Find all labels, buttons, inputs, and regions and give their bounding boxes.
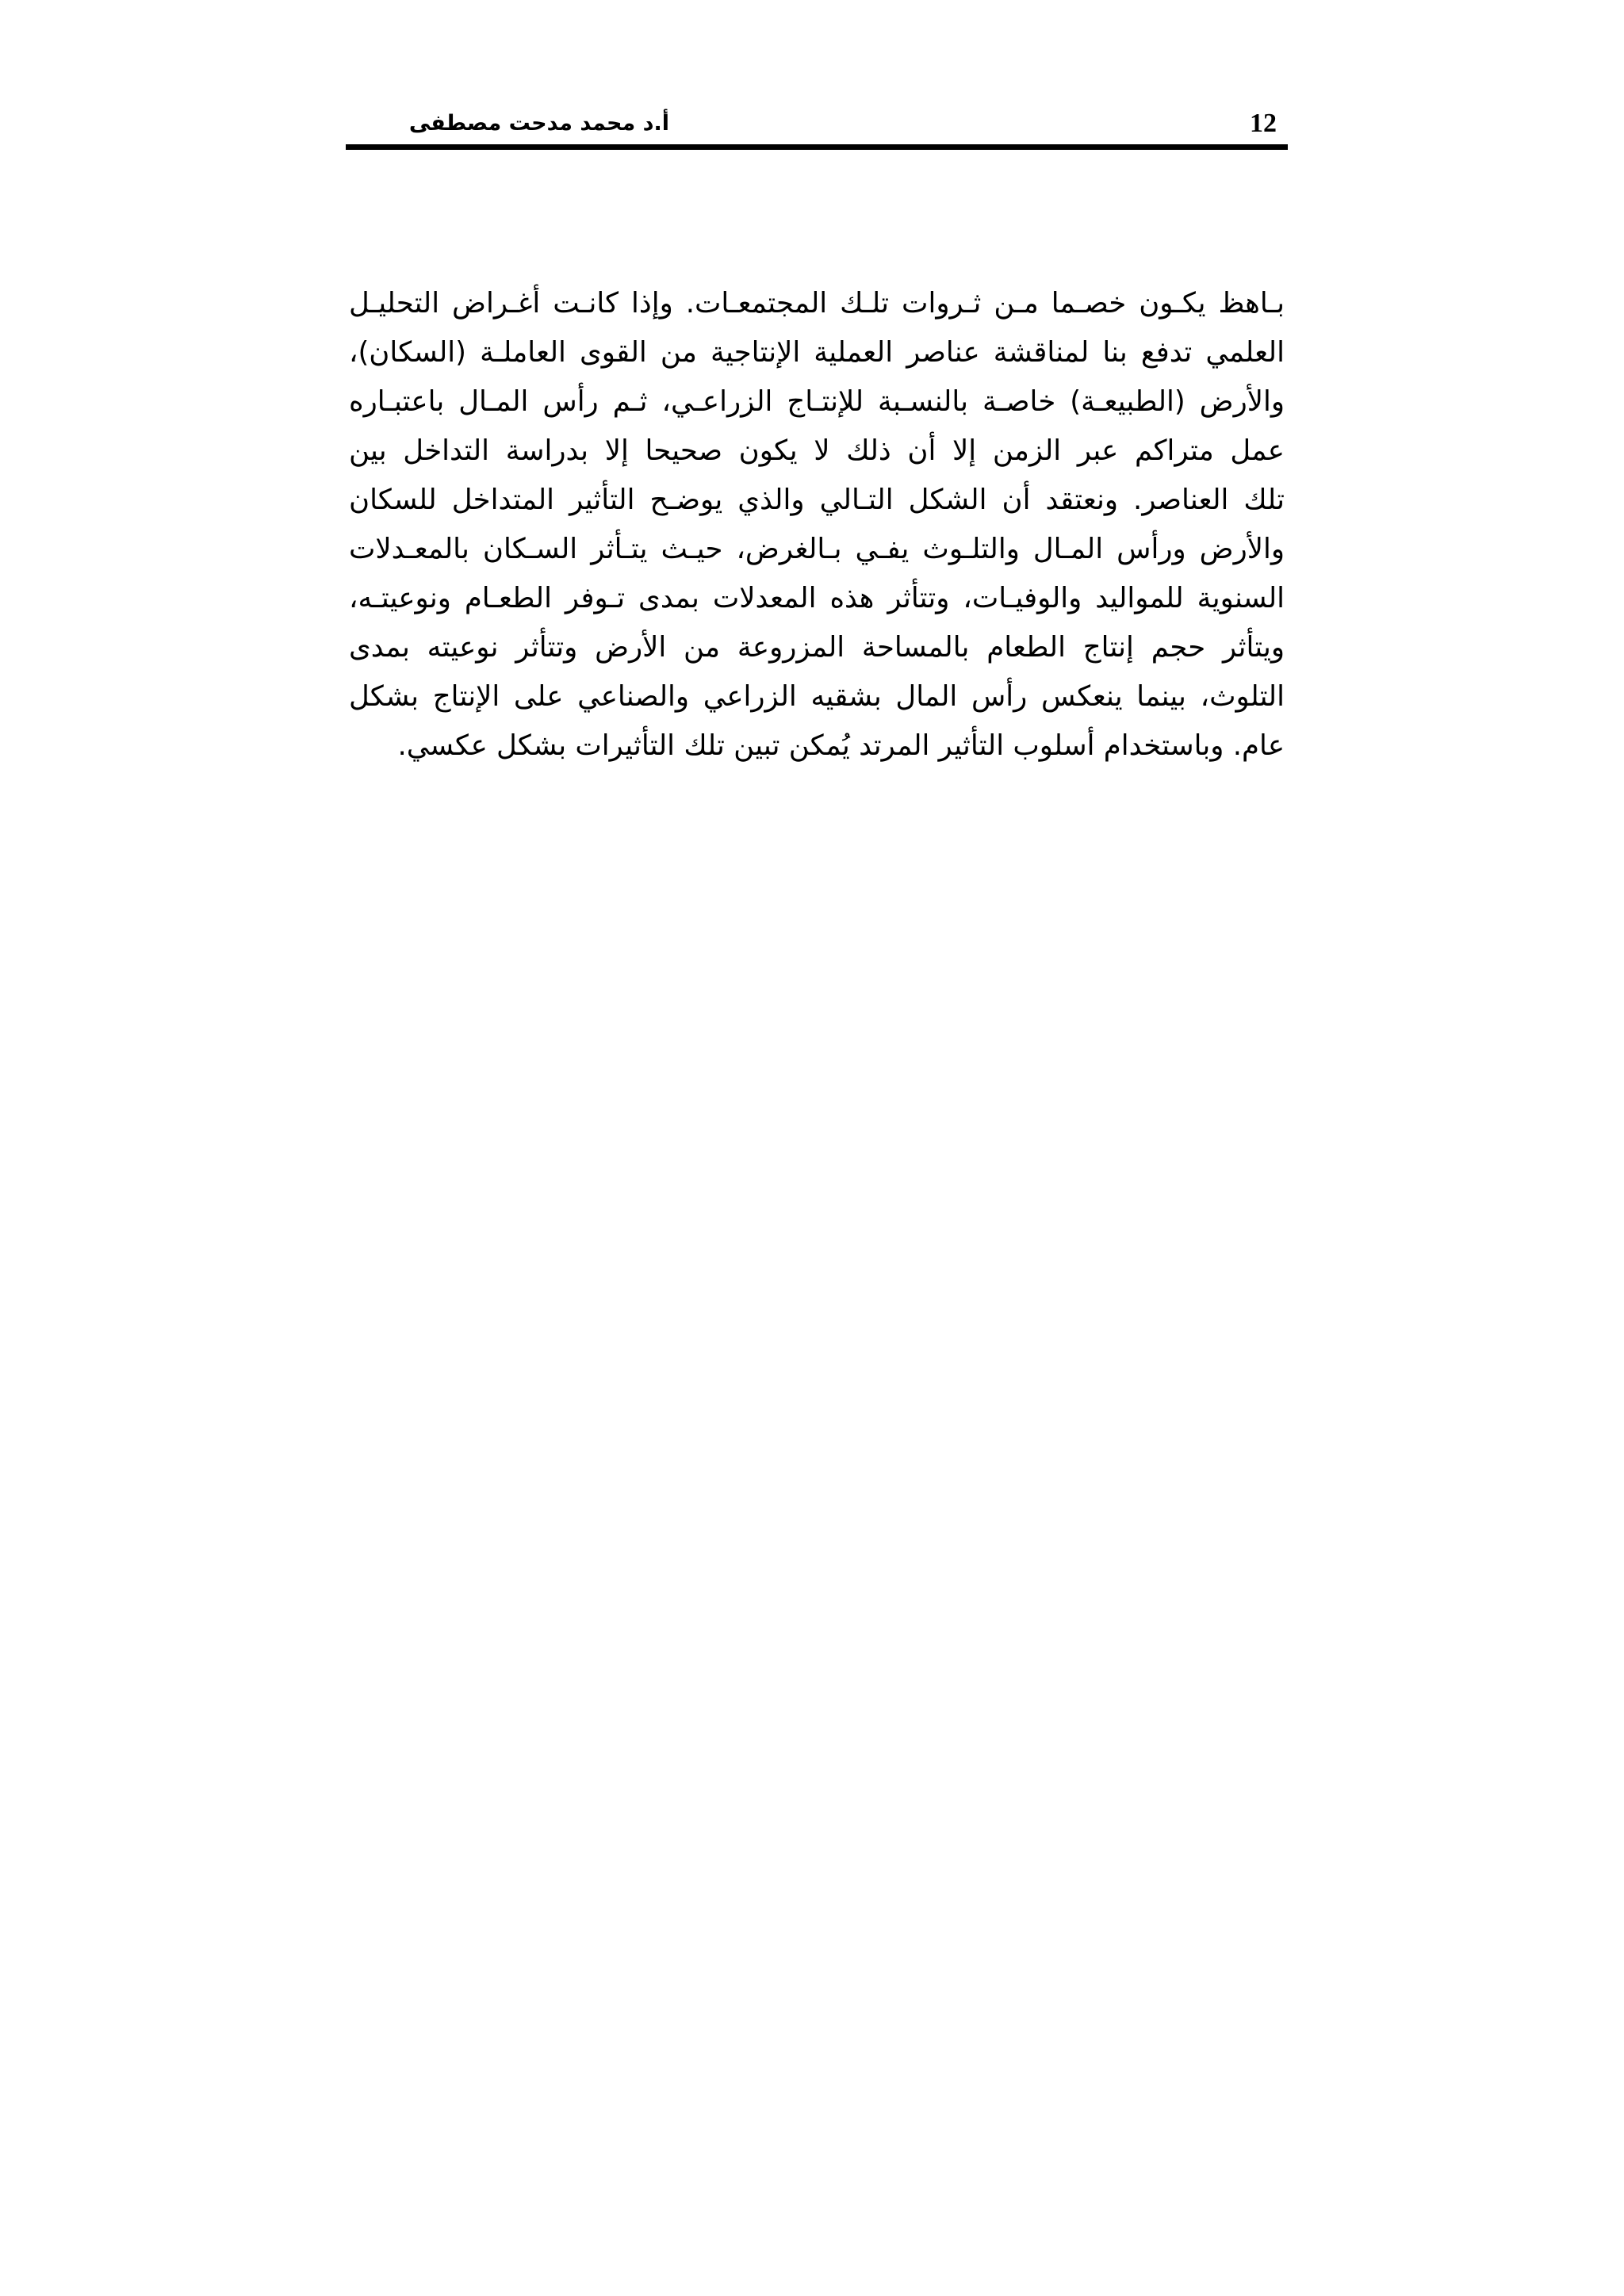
header-rule bbox=[346, 144, 1288, 150]
body-paragraph bbox=[349, 279, 1285, 771]
running-header-author: أ.د محمد مدحت مصطفى bbox=[408, 111, 669, 136]
paragraph-line: التلوث، بينما ينعكس رأس المال بشقيه الزراعي والصناعي على الإنتاج بشكل bbox=[349, 680, 1285, 713]
paragraph-line: ويتأثر حجم إنتاج الطعام بالمساحة المزروعة من الأرض وتتأثر نوعيته بمدى bbox=[349, 631, 1285, 664]
paragraph-line: العلمي تدفع بنا لمناقشة عناصر العملية الإنتاجية من القوى العاملـة (السكان)، bbox=[349, 336, 1285, 369]
paragraph-line: عمل متراكم عبر الزمن إلا أن ذلك لا يكون صحيحا إلا بدراسة التداخل بين bbox=[349, 434, 1285, 467]
paragraph-line: تلك العناصر. ونعتقد أن الشكل التـالي والذي يوضـح التأثير المتداخل للسكان bbox=[349, 484, 1285, 516]
paragraph-line: عام. وباستخدام أسلوب التأثير المرتد يُمكن تبين تلك التأثيرات بشكل عكسي. bbox=[397, 729, 1285, 762]
paragraph-line: السنوية للمواليد والوفيـات، وتتأثر هذه المعدلات بمدى تـوفر الطعـام ونوعيتـه، bbox=[349, 582, 1285, 614]
paragraph-line: بـاهظ يكـون خصـما مـن ثـروات تلـك المجتمعـات. وإذا كانـت أغـراض التحليـل bbox=[349, 287, 1285, 320]
paragraph-line: والأرض ورأس المـال والتلـوث يفـي بـالغرض، حيـث يتـأثر السـكان بالمعـدلات bbox=[349, 533, 1285, 565]
page-number: 12 bbox=[1250, 109, 1277, 138]
running-header bbox=[344, 101, 1288, 149]
paragraph-line: والأرض (الطبيعـة) خاصـة بالنسـبة للإنتـاج الزراعـي، ثـم رأس المـال باعتبـاره bbox=[349, 385, 1285, 418]
